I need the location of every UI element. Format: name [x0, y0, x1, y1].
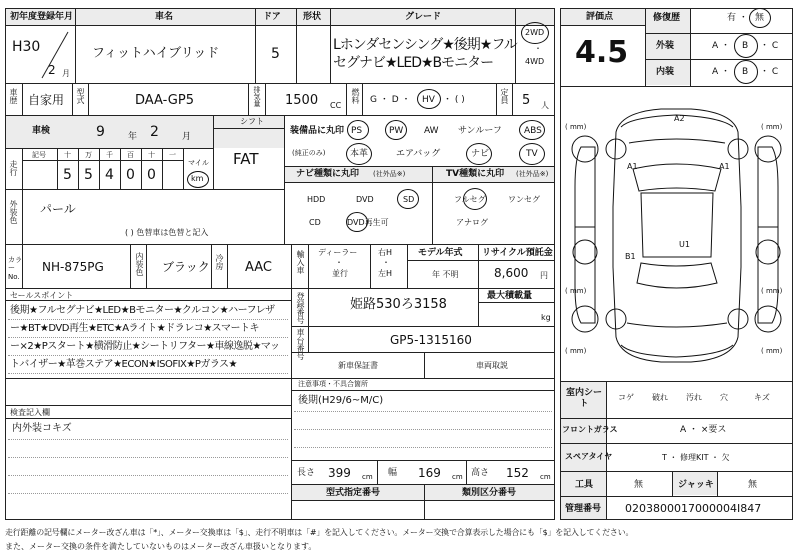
chassis-value: GP5-1315160	[390, 333, 472, 347]
door-label: ドア	[263, 12, 281, 22]
left-side-panel	[575, 147, 595, 323]
car-name: フィットハイブリッド	[92, 46, 220, 61]
evaluation-label: 評価点	[586, 12, 614, 22]
notes-text: 後期(H29/6~M/C)	[298, 395, 384, 406]
exterior-a: A ・	[712, 41, 731, 51]
import-label: 輸入車	[296, 250, 305, 274]
wd-4wd: 4WD	[525, 57, 545, 66]
year-label: 初年度登録年月	[10, 12, 74, 22]
displacement-unit: CC	[330, 101, 342, 110]
model-label: 型式	[76, 88, 85, 104]
import-left: 左H	[378, 269, 393, 278]
interior-b: B	[742, 67, 749, 77]
mileage-digit-4: 0	[147, 167, 156, 183]
footer-line-2: また、メーター交換の条件を満たしていないものはメーター改ざん車扱いとなります。	[5, 542, 317, 551]
navi-dvd-play: DVD再生可	[347, 218, 389, 227]
footer-line-1: 走行距離の記号欄にメーター改ざん車は「*」、メーター交換車は「$」、走行不明車は「#」を記入してください。メーター交換で合算表示した場合にも「$」を記入してください。	[5, 528, 634, 537]
diag-num-4: ( mm)	[761, 287, 783, 295]
usage-label: 車歴	[9, 88, 18, 104]
width-unit: cm	[452, 473, 463, 481]
inspection-year-unit: 年	[128, 132, 138, 142]
mileage-digit-2: 4	[105, 167, 114, 183]
equip-ps: PS	[351, 126, 363, 136]
shift-label: シフト	[240, 117, 264, 126]
capacity-unit: 人	[541, 101, 549, 110]
length-value: 399	[328, 466, 351, 480]
model-value: DAA-GP5	[135, 93, 194, 108]
equip-pw: PW	[389, 126, 404, 136]
repair-none: 無	[755, 13, 765, 23]
height-unit: cm	[540, 473, 551, 481]
class-no-label: 類別区分番号	[462, 488, 517, 498]
mgmt-value: 0203800017000004I847	[625, 502, 762, 515]
seat-item-4: キズ	[754, 393, 770, 402]
repair-label: 修復歴	[653, 13, 681, 23]
inspection-month: 2	[150, 124, 159, 140]
wheel-right-mid	[756, 240, 780, 264]
roof	[641, 193, 713, 257]
inspection-month-unit: 月	[182, 132, 192, 142]
spare-value: T ・ 修理KIT ・ 欠	[662, 453, 730, 462]
type-no-label: 型式指定番号	[326, 488, 381, 498]
navi-hdd: HDD	[307, 195, 326, 204]
repair-options: 有 ・	[727, 13, 748, 23]
tv-analog: アナログ	[456, 218, 488, 227]
mileage-unit-3: 百	[127, 151, 134, 159]
recycle-unit: 円	[540, 271, 548, 280]
chassis-label: 車台番号	[296, 328, 305, 360]
color-note: ( ) 色替車は色替と記入	[125, 228, 209, 237]
inspection-notes-text: 内外装コキズ	[12, 423, 72, 434]
mileage-unit-4: 十	[148, 151, 155, 159]
fuel-label: 燃料	[351, 88, 360, 104]
year-month: 2	[48, 63, 56, 77]
equipment-label: 装備品に丸印	[290, 126, 345, 136]
usage-value: 自家用	[28, 93, 65, 107]
import-parallel: 並行	[332, 269, 348, 278]
mileage-km: km	[191, 174, 204, 183]
exterior-label: 外装	[656, 41, 675, 51]
mileage-unit-1: 万	[85, 151, 92, 159]
wd-2wd: 2WD	[525, 28, 545, 37]
mileage-mile-label: マイル	[188, 159, 209, 167]
sales-line-1: 後期★フルセグナビ★LED★Bモニター★クルコン★ハーフレザ	[10, 305, 275, 316]
wheel-rear-left-top	[572, 306, 598, 332]
diag-num-5: ( mm)	[565, 347, 587, 355]
vehicle-manual: 車両取説	[476, 361, 508, 370]
mileage-digit-0: 5	[63, 167, 72, 183]
model-year-label: モデル年式	[418, 248, 463, 258]
equipment-sublabel: (純正のみ)	[292, 149, 326, 157]
jack-value: 無	[748, 480, 758, 490]
import-right: 右H	[378, 248, 393, 257]
year-era: H30	[12, 39, 41, 55]
exterior-c: ・ C	[760, 41, 779, 51]
notes-label: 注意事項・不具合箇所	[298, 380, 368, 388]
door-count: 5	[271, 46, 280, 62]
displacement-label: 排気量	[253, 86, 261, 107]
equip-aw: AW	[424, 126, 439, 136]
year-month-unit: 月	[62, 69, 70, 78]
diag-num-2: ( mm)	[761, 123, 783, 131]
exterior-b: B	[742, 41, 749, 51]
interior-label: 内装	[656, 67, 675, 77]
equip-leather: 本革	[350, 149, 369, 159]
wheel-front-left-top	[572, 136, 598, 162]
grade-line2: セグナビ★LED★Bモニター	[333, 55, 494, 71]
mileage-digit-3: 0	[126, 167, 135, 183]
color-label: 外装色	[9, 200, 18, 224]
wheel-rear-right-top	[755, 306, 781, 332]
car-damage-diagram	[561, 87, 792, 381]
mileage-digit-1: 5	[84, 167, 93, 183]
tv-label: TV種類に丸印	[446, 169, 505, 179]
registration-value: 姫路530ろ3158	[350, 297, 447, 312]
interior-color: ブラック	[162, 260, 210, 274]
diag-num-3: ( mm)	[565, 287, 587, 295]
length-unit: cm	[362, 473, 373, 481]
navi-dvd: DVD	[356, 195, 374, 204]
ac-value: AAC	[245, 260, 272, 275]
tools-value: 無	[634, 480, 644, 490]
sales-line-4: トバイザー★革巻ステア★ECON★ISOFIX★Pガラス★	[10, 359, 238, 370]
hood-line	[629, 139, 725, 143]
windshield-value: A ・ ×要ス	[680, 425, 727, 435]
displacement-value: 1500	[285, 93, 319, 108]
jack-label: ジャッキ	[678, 480, 714, 490]
registration-label: 登録番号	[296, 292, 305, 324]
name-label: 車名	[155, 12, 174, 22]
width-label: 幅	[388, 468, 398, 478]
diag-num-1: ( mm)	[565, 123, 587, 131]
mileage-mark-label: 記号	[32, 151, 46, 159]
tools-label: 工具	[575, 480, 594, 490]
seat-item-1: 破れ	[652, 393, 668, 402]
windshield-label: フロントガラス	[562, 425, 618, 434]
diag-mark-1: A2	[674, 114, 685, 123]
length-label: 長さ	[297, 468, 316, 478]
new-warranty: 新車保証書	[338, 361, 378, 370]
wheel-front-right-top	[755, 136, 781, 162]
fuel-options: G ・ D ・	[370, 95, 411, 105]
shift-value: FAT	[233, 150, 259, 168]
interior-color-label: 内装色	[135, 252, 144, 276]
dvdplay-circle	[346, 212, 368, 232]
rear-bumper	[621, 345, 733, 357]
recycle-value: 8,600	[494, 266, 529, 280]
equip-abs: ABS	[524, 126, 542, 136]
equip-sunroof: サンルーフ	[458, 126, 502, 136]
navi-cd: CD	[309, 218, 321, 227]
seat-item-0: コゲ	[618, 393, 634, 402]
fuel-other: ・ ( )	[443, 95, 465, 105]
height-value: 152	[506, 466, 529, 480]
equip-navi: ナビ	[471, 149, 490, 159]
height-label: 高さ	[471, 468, 490, 478]
interior-c: ・ C	[760, 67, 779, 77]
colorno-value: NH-875PG	[42, 260, 104, 274]
interior-a: A ・	[712, 67, 731, 77]
mgmt-label: 管理番号	[565, 504, 602, 514]
seat-label: 室内シート	[566, 388, 603, 409]
mileage-unit-0: 十	[64, 151, 71, 159]
sales-line-3: ー×2★Pスタート★横滑防止★シートリフター★車線逸脱★マッ	[10, 341, 280, 352]
seat-item-2: 汚れ	[686, 393, 702, 402]
max-load-unit: kg	[541, 313, 551, 322]
navi-label: ナビ種類に丸印	[296, 169, 360, 179]
shape-label: 形状	[303, 12, 322, 22]
tv-oneseg: ワンセグ	[508, 195, 540, 204]
fuel-hv: HV	[422, 95, 435, 105]
colorno-label: カラーNo.	[8, 256, 22, 281]
model-year-value: 年 不明	[432, 270, 459, 279]
evaluation-score: 4.5	[575, 35, 629, 70]
navi-sd: SD	[403, 195, 415, 204]
inspection-notes-label: 検査記入欄	[10, 408, 50, 417]
ac-label: 冷房	[215, 254, 224, 270]
diag-mark-5: B1	[625, 252, 636, 261]
tv-sublabel: (社外品※)	[516, 170, 549, 178]
grade-label: グレード	[405, 12, 442, 22]
sales-line-2: ー★BT★DVD再生★ETC★Aライト★ドラレコ★スマートキ	[10, 323, 259, 334]
max-load-label: 最大積載量	[487, 291, 533, 301]
equip-airbag: エアバッグ	[396, 149, 441, 159]
right-side-panel	[758, 147, 778, 323]
windshield	[633, 164, 721, 191]
spare-label: スペアタイヤ	[565, 452, 613, 461]
inspection-label: 車検	[32, 126, 51, 136]
diag-mark-3: A1	[719, 162, 730, 171]
import-dealer: ディーラー	[318, 248, 358, 257]
capacity-value: 5	[522, 93, 531, 108]
color-value: パール	[40, 202, 76, 216]
navi-sublabel: (社外品※)	[373, 170, 406, 178]
diag-mark-4: U1	[679, 240, 690, 249]
diag-mark-2: A1	[627, 162, 638, 171]
width-value: 169	[418, 466, 441, 480]
equip-tv: TV	[526, 149, 538, 159]
sales-points-label: セールスポイント	[10, 291, 74, 300]
inspection-year: 9	[96, 124, 105, 140]
recycle-label: リサイクル預託金	[482, 248, 553, 258]
mileage-unit-5: 一	[169, 151, 176, 159]
diag-num-6: ( mm)	[761, 347, 783, 355]
mileage-unit-2: 千	[106, 151, 113, 159]
wheel-left-mid	[573, 240, 597, 264]
trunk-line	[627, 323, 727, 327]
capacity-label: 定員	[500, 88, 509, 104]
tv-fullseg: フルセグ	[454, 195, 486, 204]
mileage-label: 走行	[9, 160, 18, 176]
rear-window	[637, 263, 717, 288]
grade-line1: Lホンダセンシング★後期★フル	[333, 37, 517, 53]
seat-item-3: 穴	[720, 393, 728, 402]
